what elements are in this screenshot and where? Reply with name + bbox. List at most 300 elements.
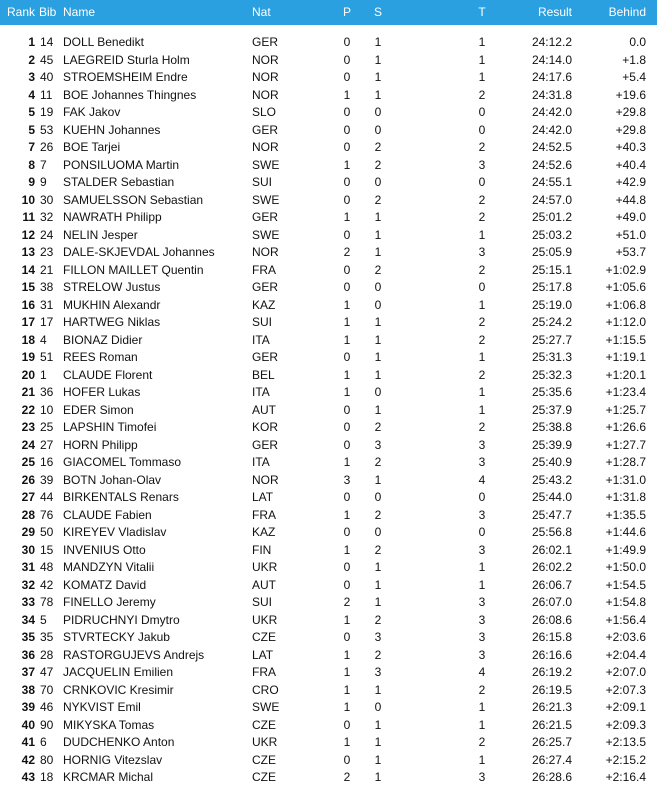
rank-cell: 25 [21,455,35,469]
table-row [0,349,657,367]
table-row [0,752,657,770]
nation-cell: CRO [252,682,279,697]
behind-time: +1:31.0 [605,472,646,487]
bib-cell: 42 [40,577,54,592]
total-misses: 0 [478,280,486,294]
result-time: 25:47.7 [531,507,572,522]
prone-misses: 1 [343,700,351,714]
standing-misses: 0 [374,297,382,312]
rank-cell: 31 [21,560,35,574]
prone-misses: 0 [343,752,351,767]
table-row [0,192,657,210]
bib-cell: 25 [40,420,54,434]
standing-misses: 2 [374,192,382,207]
prone-misses: 1 [343,542,351,557]
nation-cell: SWE [252,700,280,714]
nation-cell: CZE [252,752,276,767]
total-misses: 4 [478,665,486,679]
total-misses: 2 [478,315,486,329]
nation-cell: AUT [252,402,276,417]
behind-time: +2:07.3 [605,682,646,697]
result-time: 25:43.2 [531,472,572,487]
table-row [0,34,657,52]
nation-cell: ITA [252,455,270,469]
table-row [0,122,657,140]
nation-cell: NOR [252,70,279,84]
result-time: 25:56.8 [531,525,572,539]
nation-cell: GER [252,437,279,452]
athlete-name: JACQUELIN Emilien [63,665,174,679]
nation-cell: NOR [252,87,279,102]
standing-misses: 2 [374,507,382,522]
rank-cell: 22 [21,402,35,417]
table-row [0,734,657,752]
total-misses: 1 [478,35,486,49]
nation-cell: FRA [252,665,276,679]
result-time: 25:32.3 [531,367,572,382]
standing-misses: 2 [374,612,382,627]
nation-cell: SUI [252,175,273,189]
standing-misses: 2 [374,647,382,662]
table-row [0,524,657,542]
behind-time: +1:49.9 [605,542,646,557]
result-time: 26:28.6 [531,770,572,784]
total-misses: 1 [478,385,486,399]
athlete-name: KUEHN Johannes [63,122,161,137]
bib-cell: 7 [40,157,47,172]
athlete-name: KIREYEV Vladislav [63,525,167,539]
total-misses: 3 [478,507,486,522]
header-total: T [478,5,486,19]
bib-cell: 17 [40,315,54,329]
behind-time: +51.0 [615,227,646,242]
bib-cell: 78 [40,595,54,609]
total-misses: 2 [478,210,486,224]
result-time: 24:52.5 [531,140,572,154]
standing-misses: 1 [374,52,382,67]
bib-cell: 27 [40,437,54,452]
behind-time: +2:16.4 [605,770,646,784]
standing-misses: 1 [374,682,382,697]
athlete-name: GIACOMEL Tommaso [63,455,182,469]
result-time: 26:07.0 [531,595,572,609]
athlete-name: HOFER Lukas [63,385,141,399]
rank-cell: 37 [21,665,35,679]
athlete-name: PONSILUOMA Martin [63,157,180,172]
athlete-name: NELIN Jesper [63,227,138,242]
rank-cell: 18 [21,332,35,347]
bib-cell: 1 [40,367,47,382]
nation-cell: CZE [252,717,276,732]
nation-cell: FRA [252,507,276,522]
bib-cell: 31 [40,297,54,312]
result-time: 25:38.8 [531,420,572,434]
total-misses: 3 [478,437,486,452]
athlete-name: BOTN Johan-Olav [63,472,162,487]
bib-cell: 38 [40,280,54,294]
behind-time: +1:27.7 [605,437,646,452]
table-row [0,682,657,700]
bib-cell: 50 [40,525,54,539]
nation-cell: SWE [252,157,280,172]
result-time: 25:03.2 [531,227,572,242]
total-misses: 0 [478,175,486,189]
behind-time: +2:07.0 [605,665,646,679]
bib-cell: 15 [40,542,54,557]
athlete-name: EDER Simon [63,402,134,417]
bib-cell: 28 [40,647,54,662]
prone-misses: 0 [343,437,351,452]
table-row [0,227,657,245]
prone-misses: 1 [343,455,351,469]
standing-misses: 0 [374,105,382,119]
header-name: Name [63,5,96,19]
bib-cell: 18 [40,770,54,784]
nation-cell: FRA [252,262,276,277]
result-time: 25:17.8 [531,280,572,294]
behind-time: +1:12.0 [605,315,646,329]
behind-time: +1:19.1 [605,350,646,364]
rank-cell: 39 [21,700,35,714]
table-row [0,157,657,175]
result-time: 25:27.7 [531,332,572,347]
athlete-name: MUKHIN Alexandr [63,297,161,312]
bib-cell: 36 [40,385,54,399]
total-misses: 3 [478,542,486,557]
prone-misses: 1 [343,682,351,697]
bib-cell: 32 [40,210,54,224]
table-row [0,472,657,490]
athlete-name: RASTORGUJEVS Andrejs [63,647,205,662]
standing-misses: 1 [374,332,382,347]
behind-time: +1:20.1 [605,367,646,382]
table-row [0,454,657,472]
nation-cell: UKR [252,735,278,749]
prone-misses: 1 [343,297,351,312]
rank-cell: 20 [21,367,35,382]
athlete-name: REES Roman [63,350,138,364]
result-time: 24:42.0 [531,122,572,137]
prone-misses: 2 [343,245,351,259]
standing-misses: 1 [374,577,382,592]
nation-cell: SWE [252,227,280,242]
athlete-name: STROEMSHEIM Endre [63,70,188,84]
prone-misses: 1 [343,385,351,399]
result-time: 26:16.6 [531,647,572,662]
standing-misses: 1 [374,315,382,329]
total-misses: 1 [478,700,486,714]
bib-cell: 47 [40,665,54,679]
bib-cell: 51 [40,350,54,364]
nation-cell: UKR [252,612,278,627]
athlete-name: LAPSHIN Timofei [63,420,157,434]
nation-cell: ITA [252,385,270,399]
result-time: 25:15.1 [531,262,572,277]
table-row [0,577,657,595]
result-time: 26:25.7 [531,735,572,749]
prone-misses: 0 [343,350,351,364]
rank-cell: 10 [21,192,35,207]
standing-misses: 1 [374,245,382,259]
table-row [0,209,657,227]
prone-misses: 0 [343,717,351,732]
nation-cell: SUI [252,315,273,329]
total-misses: 2 [478,332,486,347]
bib-cell: 39 [40,472,54,487]
standing-misses: 1 [374,87,382,102]
prone-misses: 0 [343,52,351,67]
table-row [0,717,657,735]
rank-cell: 16 [21,297,35,312]
total-misses: 1 [478,560,486,574]
total-misses: 2 [478,192,486,207]
result-time: 24:57.0 [531,192,572,207]
bib-cell: 46 [40,700,54,714]
result-time: 26:02.1 [531,542,572,557]
prone-misses: 0 [343,280,351,294]
table-row [0,664,657,682]
nation-cell: LAT [252,490,274,504]
prone-misses: 1 [343,665,351,679]
bib-cell: 23 [40,245,54,259]
bib-cell: 70 [40,682,54,697]
table-row [0,262,657,280]
nation-cell: GER [252,122,279,137]
behind-time: 0.0 [629,35,646,49]
nation-cell: KOR [252,420,279,434]
total-misses: 1 [478,227,486,242]
table-row [0,384,657,402]
total-misses: 3 [478,245,486,259]
rank-cell: 32 [21,577,35,592]
rank-cell: 40 [21,717,35,732]
total-misses: 3 [478,770,486,784]
standing-misses: 0 [374,175,382,189]
header-prone: P [342,5,351,19]
total-misses: 1 [478,350,486,364]
bib-cell: 21 [40,262,54,277]
athlete-name: BOE Johannes Thingnes [63,87,197,102]
result-time: 25:31.3 [531,350,572,364]
standing-misses: 1 [374,35,382,49]
athlete-name: KOMATZ David [63,577,147,592]
bib-cell: 76 [40,507,54,522]
athlete-name: MIKYSKA Tomas [63,717,155,732]
nation-cell: AUT [252,577,276,592]
prone-misses: 0 [343,140,351,154]
result-time: 26:02.2 [531,560,572,574]
nation-cell: SLO [252,105,277,119]
result-time: 24:17.6 [531,70,572,84]
rank-cell: 35 [21,630,35,644]
standing-misses: 1 [374,735,382,749]
behind-time: +1:54.5 [605,577,646,592]
nation-cell: NOR [252,52,279,67]
nation-cell: FIN [252,542,272,557]
result-time: 24:14.0 [531,52,572,67]
standing-misses: 1 [374,367,382,382]
bib-cell: 53 [40,122,54,137]
table-row [0,489,657,507]
rank-cell: 19 [21,350,35,364]
standing-misses: 3 [374,437,382,452]
nation-cell: GER [252,280,279,294]
athlete-name: HORNIG Vitezslav [63,752,163,767]
result-time: 26:15.8 [531,630,572,644]
bib-cell: 24 [40,227,54,242]
athlete-name: LAEGREID Sturla Holm [63,52,190,67]
nation-cell: KAZ [252,525,276,539]
table-row [0,437,657,455]
result-time: 25:35.6 [531,385,572,399]
total-misses: 2 [478,735,486,749]
nation-cell: NOR [252,245,279,259]
rank-cell: 38 [21,682,35,697]
total-misses: 2 [478,87,486,102]
prone-misses: 1 [343,647,351,662]
table-row [0,699,657,717]
result-time: 24:55.1 [531,175,572,189]
rank-cell: 34 [21,612,35,627]
athlete-name: DOLL Benedikt [63,35,144,49]
behind-time: +1:23.4 [605,385,646,399]
rank-cell: 28 [21,507,35,522]
rank-cell: 1 [28,35,35,49]
nation-cell: BEL [252,367,275,382]
standing-misses: 1 [374,402,382,417]
rank-cell: 42 [21,752,35,767]
result-time: 26:27.4 [531,752,572,767]
standing-misses: 1 [374,210,382,224]
standing-misses: 0 [374,700,382,714]
bib-cell: 26 [40,140,54,154]
prone-misses: 0 [343,402,351,417]
standing-misses: 2 [374,262,382,277]
prone-misses: 1 [343,612,351,627]
bib-cell: 80 [40,752,54,767]
behind-time: +1:02.9 [605,262,646,277]
header-result: Result [537,5,572,19]
prone-misses: 2 [343,770,351,784]
nation-cell: SUI [252,595,273,609]
rank-cell: 41 [21,735,35,749]
behind-time: +1.8 [622,52,646,67]
prone-misses: 1 [343,210,351,224]
total-misses: 0 [478,122,486,137]
nation-cell: CZE [252,630,276,644]
rank-cell: 5 [28,105,35,119]
table-row [0,244,657,262]
prone-misses: 1 [343,507,351,522]
nation-cell: KAZ [252,297,276,312]
athlete-name: BOE Tarjei [63,140,121,154]
behind-time: +1:25.7 [605,402,646,417]
rank-cell: 17 [21,315,35,329]
total-misses: 3 [478,630,486,644]
rank-cell: 24 [21,437,35,452]
bib-cell: 19 [40,105,54,119]
behind-time: +1:54.8 [605,595,646,609]
bib-cell: 90 [40,717,54,732]
behind-time: +1:26.6 [605,420,646,434]
header-rank: Rank [6,5,35,19]
table-row [0,314,657,332]
bib-cell: 14 [40,35,54,49]
table-row [0,594,657,612]
standing-misses: 2 [374,420,382,434]
athlete-name: MANDZYN Vitalii [63,560,155,574]
total-misses: 3 [478,157,486,172]
total-misses: 2 [478,682,486,697]
athlete-name: CRNKOVIC Kresimir [63,682,174,697]
bib-cell: 35 [40,630,54,644]
prone-misses: 0 [343,192,351,207]
total-misses: 3 [478,455,486,469]
rank-cell: 23 [21,420,35,434]
total-misses: 1 [478,70,486,84]
behind-time: +1:44.6 [605,525,646,539]
result-time: 26:21.3 [531,700,572,714]
athlete-name: STALDER Sebastian [63,175,175,189]
nation-cell: GER [252,350,279,364]
rank-cell: 5 [28,122,35,137]
total-misses: 1 [478,752,486,767]
behind-time: +1:31.8 [605,490,646,504]
table-row [0,104,657,122]
rank-cell: 30 [21,542,35,557]
bib-cell: 48 [40,560,54,574]
total-misses: 1 [478,577,486,592]
athlete-name: BIRKENTALS Renars [63,490,179,504]
behind-time: +1:15.5 [605,332,646,347]
header-bib: Bib [39,5,57,19]
header-nat: Nat [252,5,271,19]
rank-cell: 7 [28,140,35,154]
result-time: 25:05.9 [531,245,572,259]
result-time: 25:40.9 [531,455,572,469]
athlete-name: BIONAZ Didier [63,332,143,347]
rank-cell: 11 [22,210,35,224]
athlete-name: FAK Jakov [63,105,121,119]
athlete-name: SAMUELSSON Sebastian [63,192,204,207]
total-misses: 3 [478,612,486,627]
standing-misses: 1 [374,350,382,364]
table-row [0,402,657,420]
result-time: 25:01.2 [531,210,572,224]
behind-time: +2:03.6 [605,630,646,644]
table-row [0,279,657,297]
total-misses: 0 [478,105,486,119]
rank-cell: 15 [21,280,35,294]
total-misses: 3 [478,647,486,662]
standing-misses: 1 [374,595,382,609]
standing-misses: 2 [374,542,382,557]
bib-cell: 9 [40,175,47,189]
total-misses: 1 [478,402,486,417]
table-row [0,419,657,437]
table-row [0,87,657,105]
table-header [0,0,657,25]
rank-cell: 43 [21,770,35,784]
behind-time: +1:56.4 [605,612,646,627]
table-row [0,297,657,315]
bib-cell: 40 [40,70,54,84]
rank-cell: 21 [21,385,35,399]
athlete-name: NYKVIST Emil [63,700,141,714]
athlete-name: DALE-SKJEVDAL Johannes [63,245,215,259]
result-time: 25:39.9 [531,437,572,452]
result-time: 26:19.2 [531,665,572,679]
